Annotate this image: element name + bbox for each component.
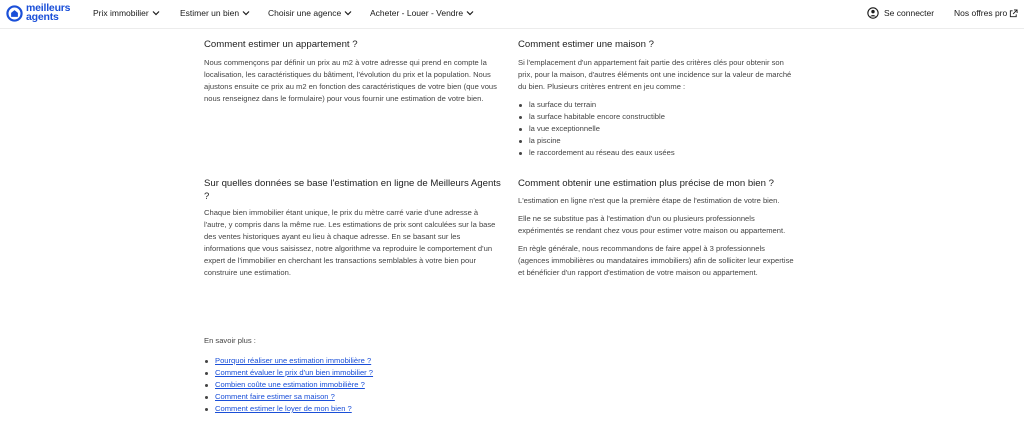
list-item [204, 403, 504, 415]
nav-choisir-une-agence[interactable] [268, 8, 352, 18]
chevron-down-icon [152, 10, 160, 16]
offres-pro-link[interactable] [954, 8, 1018, 18]
section-estimation-precise [518, 178, 796, 279]
link-evaluer-prix[interactable]: Comment évaluer le prix d'un bien immobilier ? [215, 368, 374, 377]
nav-prix-immobilier[interactable] [93, 8, 160, 18]
list-item: le raccordement au réseau des eaux usées [518, 147, 794, 159]
brand-line-1: meilleurs [26, 2, 71, 14]
chevron-down-icon [344, 10, 352, 16]
list-item: la surface du terrain [518, 99, 794, 111]
section-title: Comment estimer un appartement ? [204, 39, 358, 50]
link-combien-coute[interactable]: Combien coûte une estimation immobilière ? [215, 380, 365, 389]
section-estimer-appartement [204, 39, 498, 105]
nav-estimer-un-bien[interactable] [180, 8, 250, 18]
nav-estimer-label: Estimer un bien [180, 8, 240, 18]
logo-mark-icon [6, 5, 23, 22]
section-title: Comment obtenir une estimation plus précise de mon bien ? [518, 178, 774, 189]
login-link[interactable] [884, 8, 934, 18]
link-pourquoi-estimation[interactable]: Pourquoi réaliser une estimation immobilière ? [215, 356, 372, 365]
section-donnees-estimation [204, 178, 502, 279]
nav-acheter-louer-vendre[interactable] [370, 8, 474, 18]
top-navigation-bar [0, 0, 1024, 29]
list-item: la vue exceptionnelle [518, 123, 794, 135]
user-account-icon[interactable] [867, 7, 879, 19]
external-link-icon [1009, 9, 1018, 18]
nav-agence-label: Choisir une agence [268, 8, 342, 18]
brand-wordmark [26, 4, 70, 22]
list-item: la surface habitable encore constructible [518, 111, 794, 123]
offres-pro-label: Nos offres pro [954, 8, 1008, 18]
related-links-list [204, 355, 504, 415]
section-en-savoir-plus [204, 335, 504, 415]
list-item [204, 379, 504, 391]
section-estimer-maison [518, 39, 794, 159]
nav-prix-label: Prix immobilier [93, 8, 149, 18]
nav-acheter-label: Acheter - Louer - Vendre [370, 8, 464, 18]
section-paragraph: Elle ne se substitue pas à l'estimation d'un ou plusieurs professionnels expérimentés se rendant chez vous pour estimer votre maison ou appartement. [518, 213, 786, 235]
section-paragraph: L'estimation en ligne n'est que la première étape de l'estimation de votre bien. [518, 195, 780, 205]
list-item [204, 355, 504, 367]
chevron-down-icon [466, 10, 474, 16]
login-label: Se connecter [884, 8, 935, 18]
list-item: la piscine [518, 135, 794, 147]
link-estimer-loyer[interactable]: Comment estimer le loyer de mon bien ? [215, 404, 352, 413]
brand-line-2: agents [26, 11, 59, 23]
section-paragraph: Si l'emplacement d'un appartement fait partie des critères clés pour obtenir son prix, pour la maison, d'autres éléments ont une incidence sur la valeur de marché du bien. Plusieurs critères entrent en jeu comme : [518, 57, 792, 91]
section-paragraph: Nous commençons par définir un prix au m2 à votre adresse qui prend en compte la localisation, les caractéristiques du bâtiment, l'évolution du prix et la population. Nous ajustons ensuite ce prix au m2 en fonction des caractéristiques de votre bien (que vous nous renseignez dans le formulaire) pour vous fournir une estimation de votre bien. [204, 57, 497, 103]
section-title: Comment estimer une maison ? [518, 39, 654, 50]
section-paragraph: Chaque bien immobilier étant unique, le prix du mètre carré varie d'une adresse à l'autre, y compris dans la même rue. Les estimations de prix sont calculées sur la base des ventes historiques ayant eu lieu à chaque adresse. En se basant sur les informations que vous saisissez, notre algorithme va reproduire le comportement d'un expert de l'immobilier en cherchant les transactions semblables à votre bien pour construire une estimation. [204, 208, 496, 277]
section-paragraph: En règle générale, nous recommandons de faire appel à 3 professionnels (agences immobilières ou mandataires immobiliers) afin de solliciter leur expertise et bénéficier d'un rapport d'estimation de votre maison ou appartement. [518, 243, 794, 277]
chevron-down-icon [242, 10, 250, 16]
link-estimer-maison[interactable]: Comment faire estimer sa maison ? [215, 392, 335, 401]
en-savoir-plus-label: En savoir plus : [204, 336, 256, 345]
list-item [204, 367, 504, 379]
criteria-list [518, 99, 794, 159]
brand-logo[interactable] [6, 4, 70, 22]
section-title: Sur quelles données se base l'estimation en ligne de Meilleurs Agents ? [204, 178, 501, 202]
list-item [204, 391, 504, 403]
